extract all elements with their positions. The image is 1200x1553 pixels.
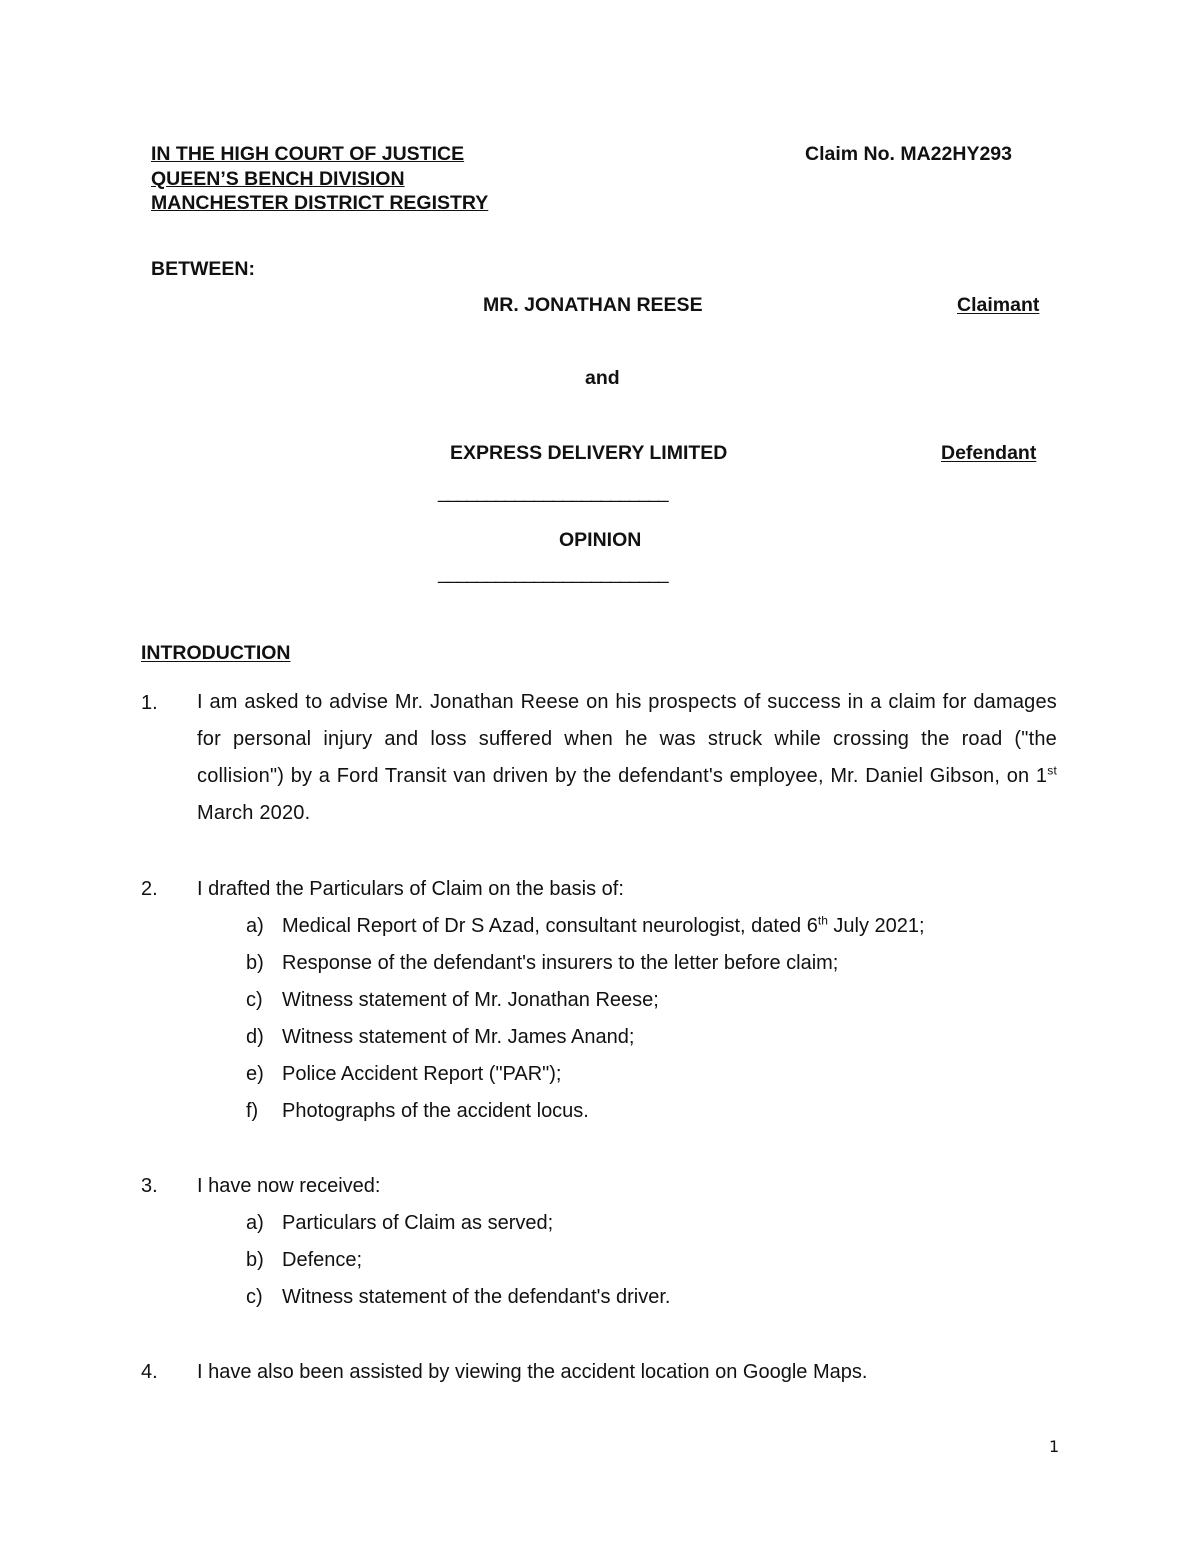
list-item-text: Particulars of Claim as served;	[282, 1212, 554, 1234]
claimant-name: MR. JONATHAN REESE	[483, 294, 703, 316]
paragraph-text-main: I am asked to advise Mr. Jonathan Reese on his prospects of success in a claim for damages for personal injury and loss suffered when he was struck while crossing the road ("the collision") by a Ford Transit van driven by the defendant's employee, Mr. Daniel Gibson, on 1	[197, 691, 1057, 787]
division-name: QUEEN’S BENCH DIVISION	[151, 168, 405, 190]
list-item-text: Photographs of the accident locus.	[282, 1100, 589, 1122]
list-item-text: Response of the defendant's insurers to the letter before claim;	[282, 952, 839, 974]
section-heading: INTRODUCTION	[141, 642, 291, 664]
paragraph-number: 4.	[141, 1361, 158, 1383]
document-title: OPINION	[559, 529, 642, 551]
paragraph-number: 2.	[141, 878, 158, 900]
and-label: and	[585, 367, 620, 389]
list-item-text: Defence;	[282, 1249, 363, 1271]
defendant-role: Defendant	[941, 442, 1037, 464]
paragraph-number: 3.	[141, 1175, 158, 1197]
list-item-letter: e)	[246, 1063, 264, 1085]
list-item-text: Witness statement of the defendant's driver.	[282, 1286, 671, 1308]
rule-line-bottom: ________________________	[438, 563, 668, 584]
list-item-text-end: July 2021;	[827, 915, 925, 937]
paragraph-text: I have now received:	[197, 1175, 381, 1197]
list-item-letter: c)	[246, 989, 263, 1011]
list-item-text	[282, 915, 925, 938]
list-item-letter: b)	[246, 1249, 264, 1271]
paragraph-text-end: March 2020.	[197, 802, 311, 824]
list-item-text: Police Accident Report ("PAR");	[282, 1063, 562, 1085]
ordinal-suffix: th	[817, 913, 828, 928]
paragraph-text	[197, 684, 1057, 832]
defendant-name: EXPRESS DELIVERY LIMITED	[450, 442, 728, 464]
claimant-role: Claimant	[957, 294, 1040, 316]
claim-number-line	[805, 143, 1012, 166]
list-item-letter: c)	[246, 1286, 263, 1308]
claim-number: MA22HY293	[900, 143, 1012, 165]
list-item-text-main: Medical Report of Dr S Azad, consultant neurologist, dated 6	[282, 915, 818, 937]
paragraph-text: I drafted the Particulars of Claim on the basis of:	[197, 878, 624, 900]
list-item-letter: d)	[246, 1026, 264, 1048]
court-name: IN THE HIGH COURT OF JUSTICE	[151, 143, 465, 165]
paragraph-number: 1.	[141, 692, 158, 714]
ordinal-suffix: st	[1047, 763, 1057, 778]
list-item-letter: a)	[246, 915, 264, 937]
list-item-letter: f)	[246, 1100, 259, 1122]
registry-name: MANCHESTER DISTRICT REGISTRY	[151, 192, 489, 214]
list-item-letter: b)	[246, 952, 264, 974]
paragraph-text: I have also been assisted by viewing the accident location on Google Maps.	[197, 1361, 868, 1383]
between-label: BETWEEN:	[151, 258, 255, 280]
list-item-letter: a)	[246, 1212, 264, 1234]
list-item-text: Witness statement of Mr. James Anand;	[282, 1026, 635, 1048]
claim-label: Claim No.	[805, 143, 895, 165]
page-number: 1	[1049, 1437, 1060, 1456]
rule-line-top: ________________________	[438, 482, 668, 503]
list-item-text: Witness statement of Mr. Jonathan Reese;	[282, 989, 659, 1011]
